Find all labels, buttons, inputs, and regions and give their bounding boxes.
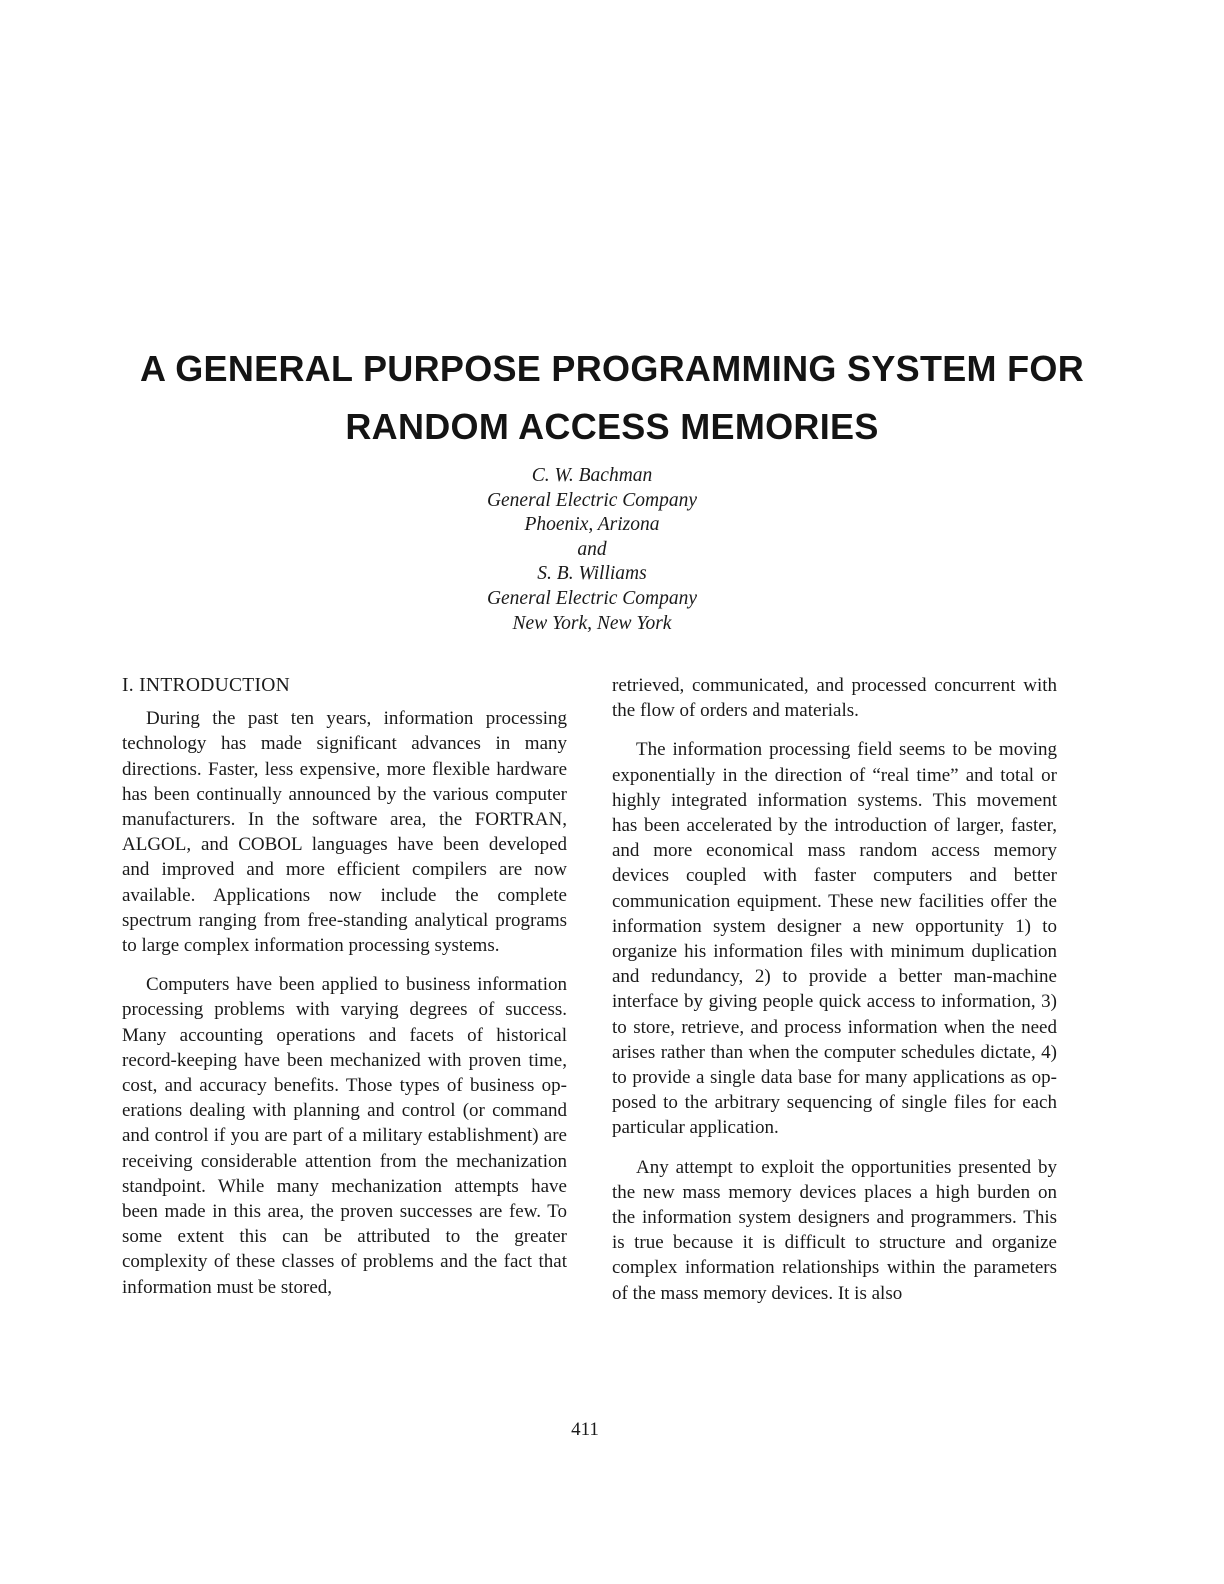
- author-1-location: Phoenix, Arizona: [524, 514, 660, 536]
- paragraph: Any attempt to exploit the opportunities presented by the new mass memory devices places a high burden on the information system designers and programmers. This is true because it is difficult to structure and organize complex information relationships within the parameters of the mass memory devices. It is also: [612, 1156, 1057, 1304]
- author-2-name: S. B. Williams: [537, 563, 647, 585]
- left-column: [122, 673, 567, 1314]
- author-2-location: New York, New York: [512, 612, 672, 634]
- right-column: [612, 673, 1057, 1320]
- author-conjunction: and: [577, 538, 607, 560]
- author-block: [0, 464, 1184, 636]
- title-line-2: RANDOM ACCESS MEMORIES: [345, 406, 879, 447]
- paragraph-continued: retrieved, communicated, and processed concurrent with the flow of orders and materials.: [612, 675, 1057, 722]
- author-2-affiliation: General Electric Company: [486, 587, 698, 609]
- author-1-affiliation: General Electric Company: [486, 489, 698, 511]
- paragraph: During the past ten years, information processing technology has made significant advances in many directions. Faster, less expensive, more flexible hardware has been continually announced by the various computer manufacturers. In the software area, the FORTRAN, ALGOL, and COBOL languages have been developed and improved and more efficient compilers are now available. Applications now include the complete spectrum ranging from free-standing analytical programs to large complex information processing systems.: [122, 708, 567, 957]
- author-1-name: C. W. Bachman: [531, 465, 653, 486]
- paragraph: The information processing field seems to be moving exponentially in the direction of “real time” and total or highly integrated information systems. This movement has been accelerated by the introduction of larger, faster, and more economical mass random access memory devices coupled with faster computers and better communication equipment. These new facilities offer the information system designer a new opportunity 1) to organize his information files with minimum duplication and redundancy, 2) to provide a better man-machine interface by giving people quick access to information, 3) to store, retrieve, and process information when the need arises rather than when the computer schedules dictate, 4) to provide a single data base for many applications as opposed to the arbitrary sequencing of single files for each particular application.: [612, 739, 1057, 1139]
- paragraph: Computers have been applied to business information processing problems with varying degrees of success. Many accounting operations and facets of historical record-keeping have been mechanized with proven time, cost, and accuracy benefits. Those types of business operations dealing with planning and control (or command and control if you are part of a military establishment) are receiving considerable attention from the mechanization standpoint. While many mechanization attempts have been made in this area, the proven successes are few. To some extent this can be attributed to the greater complexity of these classes of problems and the fact that information must be stored,: [122, 974, 567, 1298]
- section-heading-introduction: I. INTRODUCTION: [122, 675, 291, 696]
- page-number: 411: [571, 1419, 599, 1440]
- title-line-1: A GENERAL PURPOSE PROGRAMMING SYSTEM FOR: [139, 348, 1085, 389]
- paper-title: [0, 340, 1224, 456]
